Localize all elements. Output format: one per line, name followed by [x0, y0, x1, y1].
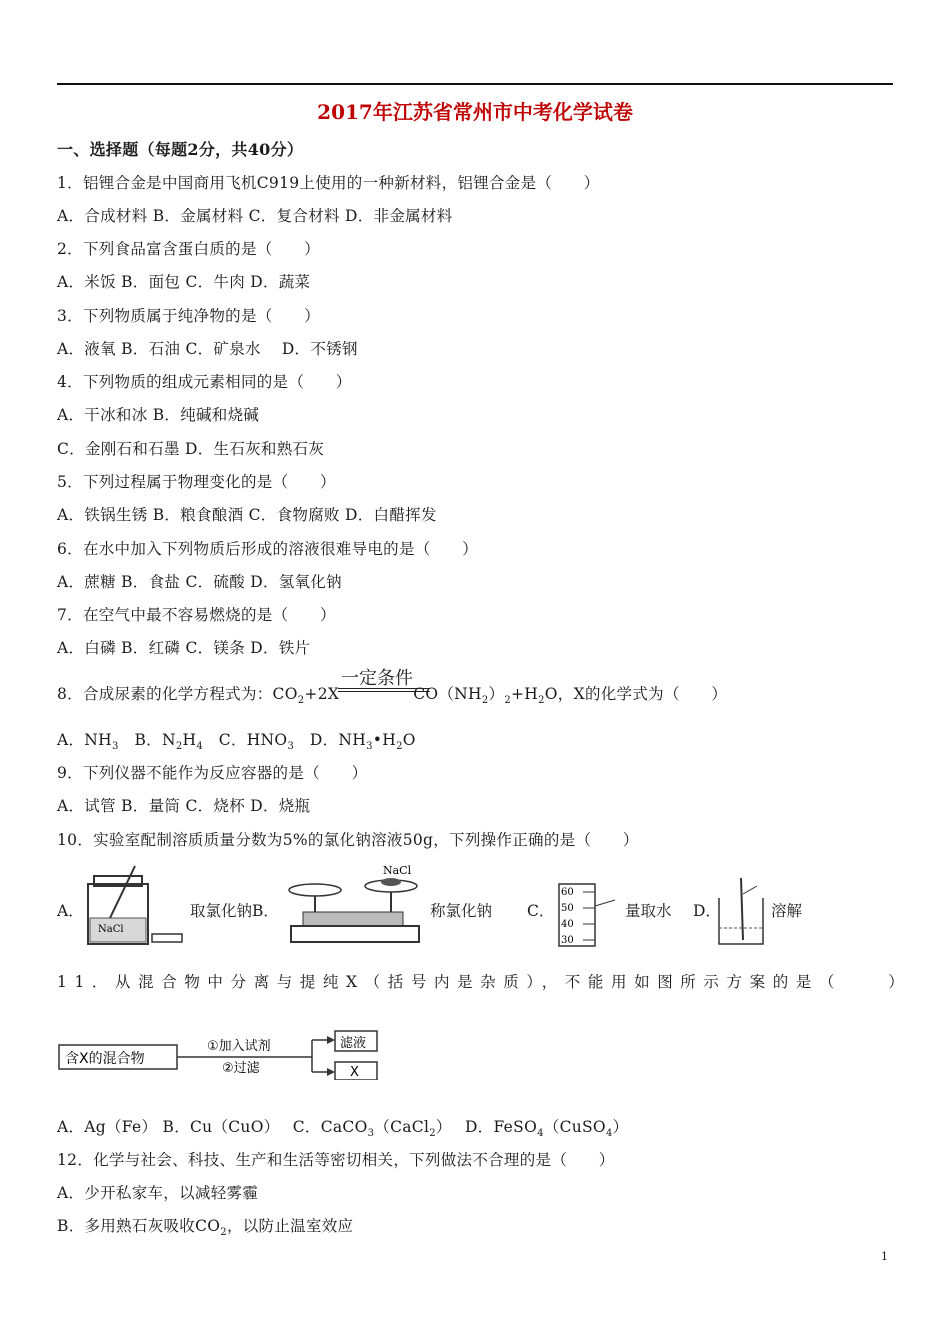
- question-9-options: A．试管 B．量筒 C．烧杯 D．烧瓶: [57, 797, 311, 815]
- page-number: 1: [881, 1250, 888, 1263]
- question-1: 1．铝锂合金是中国商用飞机C919上使用的一种新材料，铝锂合金是（ ）: [57, 174, 600, 192]
- question-8: 8．合成尿素的化学方程式为：$CO_2+2X$ $CO(NH_2)_2+H_2O$，X的化学式为（ ）: [57, 685, 728, 707]
- flow-step-1: ①加入试剂: [207, 1039, 271, 1054]
- cylinder-figure: [555, 882, 623, 948]
- balance-nacl-label: NaCl: [383, 864, 412, 877]
- q10-option-d-letter: D．: [693, 902, 721, 920]
- page-title: 2017年江苏省常州市中考化学试卷: [317, 100, 633, 124]
- tick-30: 30: [561, 935, 574, 946]
- x-box-label: X: [350, 1065, 359, 1080]
- question-6-options: A．蔗糖 B．食盐 C．硫酸 D．氢氧化钠: [57, 573, 342, 591]
- reaction-condition: 一定条件: [341, 668, 413, 689]
- question-1-options: A．合成材料 B．金属材料 C．复合材料 D．非金属材料: [57, 207, 453, 225]
- beaker-figure: [713, 876, 771, 948]
- flow-step-2: ②过滤: [222, 1061, 260, 1076]
- question-12: 12．化学与社会、科技、生产和生活等密切相关，下列做法不合理的是（ ）: [57, 1151, 615, 1169]
- question-3: 3．下列物质属于纯净物的是（ ）: [57, 307, 320, 325]
- header-rule: [57, 83, 893, 85]
- question-3-options: A．液氧 B．石油 C．矿泉水 D．不锈钢: [57, 340, 358, 358]
- q10-option-a-letter: A．: [57, 902, 84, 920]
- mixture-box-label: 含X的混合物: [65, 1051, 145, 1067]
- filtrate-box-label: 滤液: [340, 1036, 367, 1051]
- tick-60: 60: [561, 887, 574, 898]
- q10-option-b-label: 称氯化钠: [430, 902, 493, 920]
- question-4-options-ab: A．干冰和冰 B．纯碱和烧碱: [57, 406, 260, 424]
- q10-option-c-label: 量取水: [625, 902, 672, 920]
- question-2: 2．下列食品富含蛋白质的是（ ）: [57, 240, 320, 258]
- nacl-jar-figure: [80, 862, 188, 948]
- question-11: 11．从混合物中分离与提纯X（括号内是杂质），不能用如图所示方案的是（ ）: [57, 973, 912, 991]
- q10-option-c-letter: C．: [527, 902, 555, 920]
- question-9: 9．下列仪器不能作为反应容器的是（ ）: [57, 764, 368, 782]
- question-7: 7．在空气中最不容易燃烧的是（ ）: [57, 606, 336, 624]
- question-7-options: A．白磷 B．红磷 C．镁条 D．铁片: [57, 639, 311, 657]
- question-8-options: A．$NH_3$ B．$N_2H_4$ C．$HNO_3$ D．$NH_3•H_2O$: [57, 731, 416, 753]
- question-10: 10．实验室配制溶质质量分数为5%的氯化钠溶液50g，下列操作正确的是（ ）: [57, 831, 639, 849]
- equals-sign: [338, 688, 430, 692]
- tick-50: 50: [561, 903, 574, 914]
- question-5: 5．下列过程属于物理变化的是（ ）: [57, 473, 336, 491]
- question-4-options-cd: C．金刚石和石墨 D．生石灰和熟石灰: [57, 440, 325, 458]
- question-5-options: A．铁锅生锈 B．粮食酿酒 C．食物腐败 D．白醋挥发: [57, 506, 437, 524]
- question-11-options: A．Ag（Fe） B．Cu（CuO） C．CaCO$_3$（CaCl$_2$） D．FeSO$_4$（CuSO$_4$）: [57, 1118, 629, 1140]
- separation-flow-diagram: [57, 1030, 382, 1080]
- question-12-option-b: B．多用熟石灰吸收$CO_2$，以防止温室效应: [57, 1217, 354, 1239]
- balance-figure: [283, 862, 428, 948]
- q10-option-a-label: 取氯化钠B．: [190, 902, 279, 920]
- question-2-options: A．米饭 B．面包 C．牛肉 D．蔬菜: [57, 273, 311, 291]
- nacl-jar-label: NaCl: [98, 924, 124, 935]
- question-6: 6．在水中加入下列物质后形成的溶液很难导电的是（ ）: [57, 540, 478, 558]
- tick-40: 40: [561, 919, 574, 930]
- section-heading: 一、选择题（每题2分，共40分）: [57, 140, 304, 159]
- question-12-option-a: A．少开私家车，以减轻雾霾: [57, 1184, 259, 1202]
- q10-option-d-label: 溶解: [771, 902, 803, 920]
- question-4: 4．下列物质的组成元素相同的是（ ）: [57, 373, 352, 391]
